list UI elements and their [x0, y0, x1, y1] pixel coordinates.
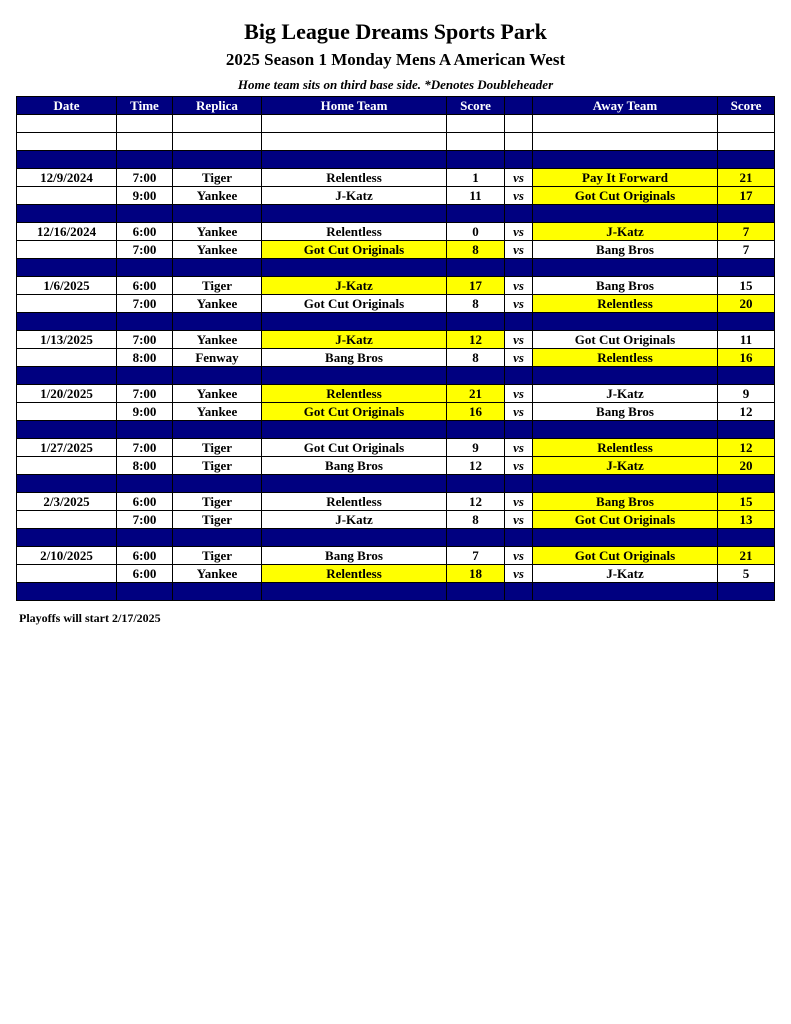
away-team: Relentless [533, 349, 718, 367]
game-date: 1/27/2025 [17, 439, 117, 457]
band-cell [447, 205, 505, 223]
game-replica: Yankee [173, 385, 262, 403]
column-header-away-score: Score [718, 97, 775, 115]
band-cell [17, 151, 117, 169]
band-cell [262, 583, 447, 601]
game-row [17, 223, 775, 241]
empty-cell [505, 133, 533, 151]
band-cell [262, 205, 447, 223]
band-cell [447, 529, 505, 547]
game-time: 7:00 [117, 439, 173, 457]
column-header-away-team: Away Team [533, 97, 718, 115]
home-score: 8 [447, 511, 505, 529]
band-cell [718, 367, 775, 385]
band-cell [447, 313, 505, 331]
band-cell [117, 313, 173, 331]
empty-cell [17, 115, 117, 133]
band-cell [173, 475, 262, 493]
band-cell [505, 313, 533, 331]
band-cell [173, 313, 262, 331]
week-separator-band [17, 529, 775, 547]
band-cell [17, 367, 117, 385]
vs-label: vs [505, 241, 533, 259]
game-row [17, 403, 775, 421]
home-team: Got Cut Originals [262, 403, 447, 421]
empty-cell [447, 115, 505, 133]
band-cell [173, 205, 262, 223]
game-replica: Yankee [173, 187, 262, 205]
empty-cell [718, 133, 775, 151]
game-row [17, 457, 775, 475]
band-cell [173, 151, 262, 169]
game-time: 7:00 [117, 511, 173, 529]
game-date: 2/10/2025 [17, 547, 117, 565]
game-replica: Yankee [173, 241, 262, 259]
band-cell [447, 259, 505, 277]
band-cell [533, 259, 718, 277]
away-team: Bang Bros [533, 241, 718, 259]
band-cell [173, 529, 262, 547]
vs-label: vs [505, 457, 533, 475]
column-header-vs [505, 97, 533, 115]
game-time: 8:00 [117, 349, 173, 367]
away-team: Bang Bros [533, 277, 718, 295]
home-score: 18 [447, 565, 505, 583]
header-note: Home team sits on third base side. *Denotes Doubleheader [237, 77, 554, 92]
game-date [17, 241, 117, 259]
game-replica: Tiger [173, 169, 262, 187]
away-team: Got Cut Originals [533, 511, 718, 529]
game-replica: Tiger [173, 277, 262, 295]
band-cell [718, 205, 775, 223]
home-team: Relentless [262, 223, 447, 241]
empty-cell [262, 115, 447, 133]
band-cell [533, 421, 718, 439]
game-row [17, 565, 775, 583]
game-row [17, 511, 775, 529]
band-cell [173, 367, 262, 385]
vs-label: vs [505, 277, 533, 295]
band-cell [718, 151, 775, 169]
band-cell [505, 421, 533, 439]
game-row [17, 439, 775, 457]
away-team: Got Cut Originals [533, 547, 718, 565]
away-team: Bang Bros [533, 403, 718, 421]
home-team: Relentless [262, 565, 447, 583]
band-cell [117, 205, 173, 223]
game-replica: Tiger [173, 547, 262, 565]
game-date: 12/16/2024 [17, 223, 117, 241]
empty-cell [262, 133, 447, 151]
game-row [17, 385, 775, 403]
away-team: Pay It Forward [533, 169, 718, 187]
band-cell [262, 421, 447, 439]
away-team: Got Cut Originals [533, 331, 718, 349]
away-score: 20 [718, 457, 775, 475]
vs-label: vs [505, 187, 533, 205]
game-date [17, 565, 117, 583]
blank-row [17, 133, 775, 151]
band-cell [718, 259, 775, 277]
game-date [17, 457, 117, 475]
band-cell [505, 583, 533, 601]
vs-label: vs [505, 493, 533, 511]
home-team: Bang Bros [262, 547, 447, 565]
band-cell [117, 529, 173, 547]
home-score: 8 [447, 349, 505, 367]
home-team: Relentless [262, 385, 447, 403]
band-cell [505, 367, 533, 385]
away-team: Bang Bros [533, 493, 718, 511]
game-date [17, 511, 117, 529]
band-cell [533, 313, 718, 331]
playoffs-note: Playoffs will start 2/17/2025 [19, 611, 161, 625]
band-cell [533, 583, 718, 601]
home-score: 8 [447, 241, 505, 259]
home-team: Bang Bros [262, 349, 447, 367]
game-row [17, 277, 775, 295]
vs-label: vs [505, 169, 533, 187]
band-cell [262, 529, 447, 547]
away-score: 9 [718, 385, 775, 403]
vs-label: vs [505, 295, 533, 313]
away-score: 11 [718, 331, 775, 349]
week-separator-band [17, 583, 775, 601]
game-row [17, 187, 775, 205]
home-team: Relentless [262, 493, 447, 511]
home-team: Relentless [262, 169, 447, 187]
band-cell [117, 259, 173, 277]
away-score: 15 [718, 493, 775, 511]
empty-cell [533, 133, 718, 151]
empty-cell [505, 115, 533, 133]
page-title: Big League Dreams Sports Park [244, 19, 547, 44]
header-row [17, 97, 775, 115]
schedule-table [16, 96, 775, 601]
game-time: 6:00 [117, 565, 173, 583]
game-time: 7:00 [117, 331, 173, 349]
game-row [17, 331, 775, 349]
home-score: 12 [447, 331, 505, 349]
week-separator-band [17, 259, 775, 277]
band-cell [117, 475, 173, 493]
blank-row [17, 115, 775, 133]
band-cell [262, 151, 447, 169]
week-separator-band [17, 313, 775, 331]
home-score: 12 [447, 493, 505, 511]
band-cell [17, 583, 117, 601]
band-cell [718, 421, 775, 439]
band-cell [17, 475, 117, 493]
band-cell [533, 367, 718, 385]
home-score: 8 [447, 295, 505, 313]
game-row [17, 349, 775, 367]
game-date [17, 403, 117, 421]
away-score: 13 [718, 511, 775, 529]
band-cell [17, 205, 117, 223]
home-score: 1 [447, 169, 505, 187]
game-time: 7:00 [117, 169, 173, 187]
away-score: 15 [718, 277, 775, 295]
band-cell [533, 205, 718, 223]
away-score: 7 [718, 241, 775, 259]
home-team: Got Cut Originals [262, 295, 447, 313]
game-replica: Yankee [173, 565, 262, 583]
band-cell [505, 475, 533, 493]
away-team: Got Cut Originals [533, 187, 718, 205]
home-score: 0 [447, 223, 505, 241]
game-replica: Yankee [173, 403, 262, 421]
game-row [17, 493, 775, 511]
away-team: J-Katz [533, 457, 718, 475]
empty-cell [17, 133, 117, 151]
game-replica: Tiger [173, 439, 262, 457]
band-cell [17, 259, 117, 277]
band-cell [262, 367, 447, 385]
home-score: 17 [447, 277, 505, 295]
away-score: 16 [718, 349, 775, 367]
band-cell [17, 421, 117, 439]
band-cell [117, 151, 173, 169]
band-cell [533, 151, 718, 169]
away-score: 20 [718, 295, 775, 313]
empty-cell [447, 133, 505, 151]
game-date: 12/9/2024 [17, 169, 117, 187]
game-replica: Yankee [173, 223, 262, 241]
band-cell [447, 583, 505, 601]
game-date [17, 187, 117, 205]
game-time: 6:00 [117, 277, 173, 295]
game-date [17, 349, 117, 367]
week-separator-band [17, 421, 775, 439]
game-time: 7:00 [117, 241, 173, 259]
game-date: 1/13/2025 [17, 331, 117, 349]
game-row [17, 169, 775, 187]
home-team: J-Katz [262, 277, 447, 295]
game-replica: Yankee [173, 331, 262, 349]
game-time: 7:00 [117, 385, 173, 403]
home-team: J-Katz [262, 331, 447, 349]
game-row [17, 241, 775, 259]
away-score: 5 [718, 565, 775, 583]
band-cell [447, 475, 505, 493]
band-cell [505, 529, 533, 547]
game-date: 1/6/2025 [17, 277, 117, 295]
week-separator-band [17, 205, 775, 223]
week-separator-band [17, 151, 775, 169]
vs-label: vs [505, 511, 533, 529]
game-replica: Yankee [173, 295, 262, 313]
vs-label: vs [505, 403, 533, 421]
vs-label: vs [505, 223, 533, 241]
away-score: 12 [718, 403, 775, 421]
column-header-time: Time [117, 97, 173, 115]
game-date: 1/20/2025 [17, 385, 117, 403]
game-time: 6:00 [117, 223, 173, 241]
home-team: J-Katz [262, 511, 447, 529]
game-time: 9:00 [117, 403, 173, 421]
band-cell [505, 259, 533, 277]
band-cell [505, 205, 533, 223]
band-cell [17, 313, 117, 331]
game-time: 8:00 [117, 457, 173, 475]
column-header-replica: Replica [173, 97, 262, 115]
game-time: 7:00 [117, 295, 173, 313]
home-score: 21 [447, 385, 505, 403]
column-header-home-team: Home Team [262, 97, 447, 115]
home-team: Got Cut Originals [262, 241, 447, 259]
schedule-body [17, 115, 775, 601]
game-replica: Tiger [173, 493, 262, 511]
away-score: 7 [718, 223, 775, 241]
vs-label: vs [505, 439, 533, 457]
away-score: 17 [718, 187, 775, 205]
game-time: 6:00 [117, 493, 173, 511]
home-score: 11 [447, 187, 505, 205]
band-cell [262, 475, 447, 493]
game-date [17, 295, 117, 313]
away-team: J-Katz [533, 385, 718, 403]
home-team: Got Cut Originals [262, 439, 447, 457]
game-replica: Tiger [173, 457, 262, 475]
band-cell [173, 421, 262, 439]
band-cell [533, 529, 718, 547]
away-score: 12 [718, 439, 775, 457]
away-team: J-Katz [533, 223, 718, 241]
vs-label: vs [505, 331, 533, 349]
empty-cell [117, 115, 173, 133]
empty-cell [718, 115, 775, 133]
game-time: 9:00 [117, 187, 173, 205]
band-cell [533, 475, 718, 493]
band-cell [447, 367, 505, 385]
column-header-date: Date [17, 97, 117, 115]
vs-label: vs [505, 565, 533, 583]
band-cell [262, 313, 447, 331]
away-team: Relentless [533, 439, 718, 457]
vs-label: vs [505, 349, 533, 367]
home-team: J-Katz [262, 187, 447, 205]
band-cell [117, 421, 173, 439]
empty-cell [173, 133, 262, 151]
band-cell [505, 151, 533, 169]
away-team: Relentless [533, 295, 718, 313]
empty-cell [117, 133, 173, 151]
band-cell [718, 475, 775, 493]
game-row [17, 547, 775, 565]
game-replica: Fenway [173, 349, 262, 367]
week-separator-band [17, 475, 775, 493]
home-score: 12 [447, 457, 505, 475]
game-time: 6:00 [117, 547, 173, 565]
band-cell [447, 151, 505, 169]
page-subtitle: 2025 Season 1 Monday Mens A American West [225, 50, 566, 69]
vs-label: vs [505, 547, 533, 565]
away-team: J-Katz [533, 565, 718, 583]
empty-cell [533, 115, 718, 133]
home-score: 9 [447, 439, 505, 457]
band-cell [262, 259, 447, 277]
home-score: 7 [447, 547, 505, 565]
band-cell [718, 313, 775, 331]
week-separator-band [17, 367, 775, 385]
away-score: 21 [718, 169, 775, 187]
band-cell [718, 583, 775, 601]
home-team: Bang Bros [262, 457, 447, 475]
band-cell [173, 259, 262, 277]
vs-label: vs [505, 385, 533, 403]
band-cell [718, 529, 775, 547]
game-row [17, 295, 775, 313]
away-score: 21 [718, 547, 775, 565]
empty-cell [173, 115, 262, 133]
game-date: 2/3/2025 [17, 493, 117, 511]
band-cell [17, 529, 117, 547]
band-cell [117, 583, 173, 601]
home-score: 16 [447, 403, 505, 421]
band-cell [117, 367, 173, 385]
band-cell [447, 421, 505, 439]
column-header-home-score: Score [447, 97, 505, 115]
band-cell [173, 583, 262, 601]
game-replica: Tiger [173, 511, 262, 529]
